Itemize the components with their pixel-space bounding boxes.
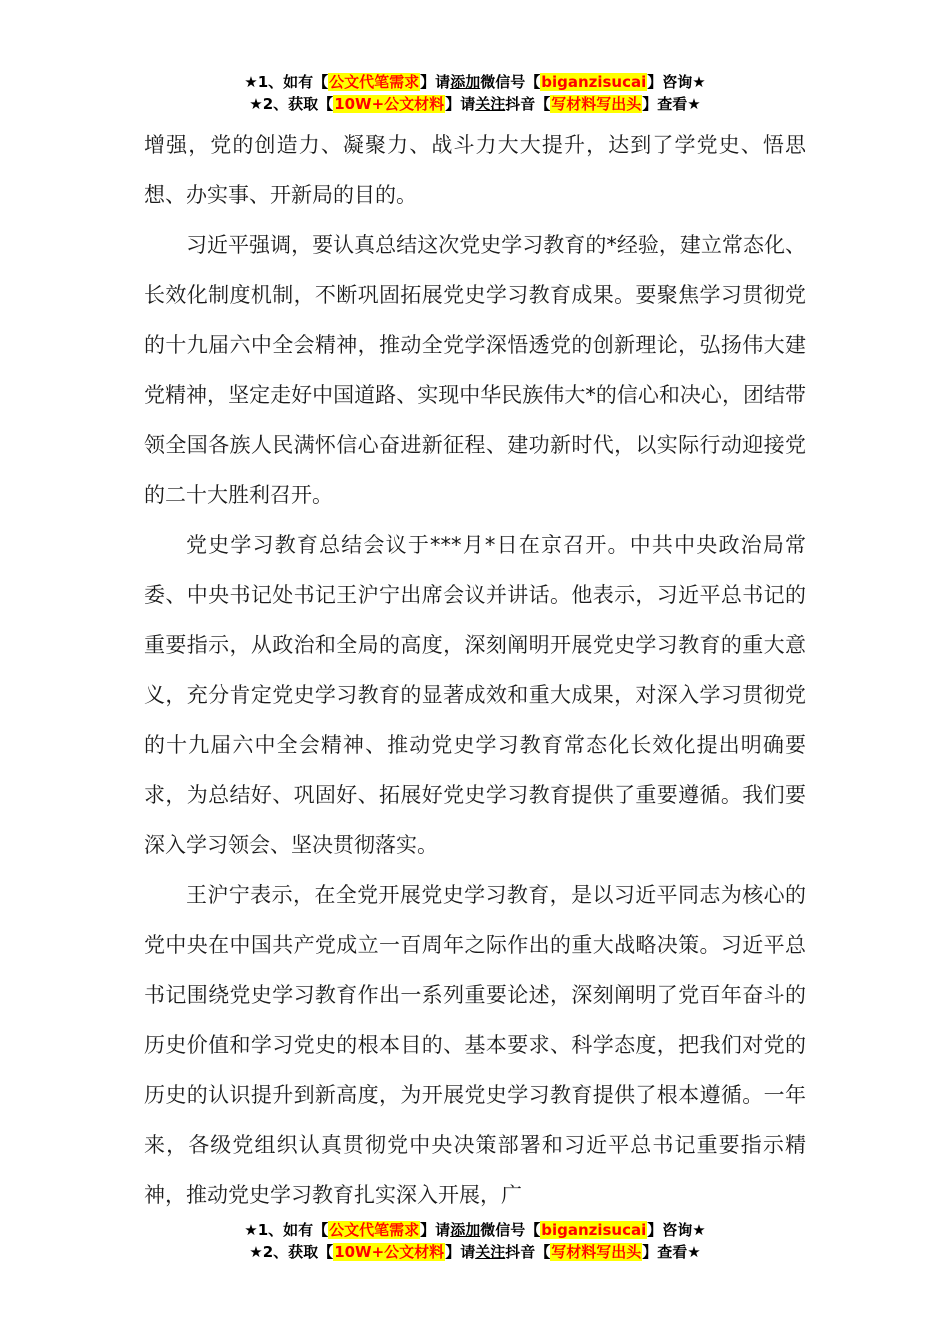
wechat-id: biganzisucai (541, 1221, 647, 1239)
paragraph: 党史学习教育总结会议于***月*日在京召开。中共中央政治局常委、中央书记处书记王沪宁出席会议并讲话。他表示，习近平总书记的重要指示，从政治和全局的高度，深刻阐明开展党史学习教育的重大意义，充分肯定党史学习教育的显著成效和重大成果，对深入学习贯彻党的十九届六中全会精神、推动党史学习教育常态化长效化提出明确要求，为总结好、巩固好、拓展好党史学习教育提供了重要遵循。我们要深入学习领会、坚决贯彻落实。 (144, 533, 806, 857)
banner-text: 】请 (445, 95, 476, 113)
banner-text: 】请 (420, 1221, 451, 1239)
highlight-text: 公文代笔需求 (329, 73, 420, 91)
banner-text: 微信号【 (480, 73, 541, 91)
banner-text: 】查看★ (642, 1243, 701, 1261)
underlined-text: 添加 (450, 73, 481, 91)
header-banner (0, 71, 950, 115)
banner-text: ★1、如有【 (244, 1221, 329, 1239)
banner-text: ★1、如有【 (244, 73, 329, 91)
wechat-id: biganzisucai (541, 73, 647, 91)
highlight-text: 10W+公文材料 (334, 1243, 445, 1261)
highlight-text: 公文代笔需求 (329, 1221, 420, 1239)
paragraph: 王沪宁表示，在全党开展党史学习教育，是以习近平同志为核心的党中央在中国共产党成立一百周年之际作出的重大战略决策。习近平总书记围绕党史学习教育作出一系列重要论述，深刻阐明了党百年奋斗的历史价值和学习党史的根本目的、基本要求、科学态度，把我们对党的历史的认识提升到新高度，为开展党史学习教育提供了根本遵循。一年来，各级党组织认真贯彻党中央决策部署和习近平总书记重要指示精神，推动党史学习教育扎实深入开展，广 (144, 883, 806, 1207)
document-body (144, 120, 806, 1220)
highlight-text: 10W+公文材料 (334, 95, 445, 113)
paragraph: 增强，党的创造力、凝聚力、战斗力大大提升，达到了学党史、悟思想、办实事、开新局的目的。 (144, 133, 806, 207)
paragraph: 习近平强调，要认真总结这次党史学习教育的*经验，建立常态化、长效化制度机制，不断巩固拓展党史学习教育成果。要聚焦学习贯彻党的十九届六中全会精神，推动全党学深悟透党的创新理论，弘扬伟大建党精神，坚定走好中国道路、实现中华民族伟大*的信心和决心，团结带领全国各族人民满怀信心奋进新征程、建功新时代，以实际行动迎接党的二十大胜利召开。 (144, 233, 806, 507)
banner-line-2 (0, 93, 950, 115)
banner-text: 】请 (445, 1243, 476, 1261)
banner-text: ★2、获取【 (249, 95, 334, 113)
banner-line-1 (0, 1219, 950, 1241)
banner-line-2 (0, 1241, 950, 1263)
banner-line-1 (0, 71, 950, 93)
banner-text: 】查看★ (642, 95, 701, 113)
underlined-text: 关注 (475, 1243, 506, 1261)
banner-text: 】请 (420, 73, 451, 91)
banner-text: ★2、获取【 (249, 1243, 334, 1261)
banner-text: 】咨询★ (647, 73, 706, 91)
underlined-text: 添加 (450, 1221, 481, 1239)
douyin-id: 写材料写出头 (551, 95, 642, 113)
banner-text: 】咨询★ (647, 1221, 706, 1239)
footer-banner (0, 1219, 950, 1263)
banner-text: 抖音【 (505, 95, 551, 113)
underlined-text: 关注 (475, 95, 506, 113)
banner-text: 抖音【 (505, 1243, 551, 1261)
douyin-id: 写材料写出头 (551, 1243, 642, 1261)
banner-text: 微信号【 (480, 1221, 541, 1239)
